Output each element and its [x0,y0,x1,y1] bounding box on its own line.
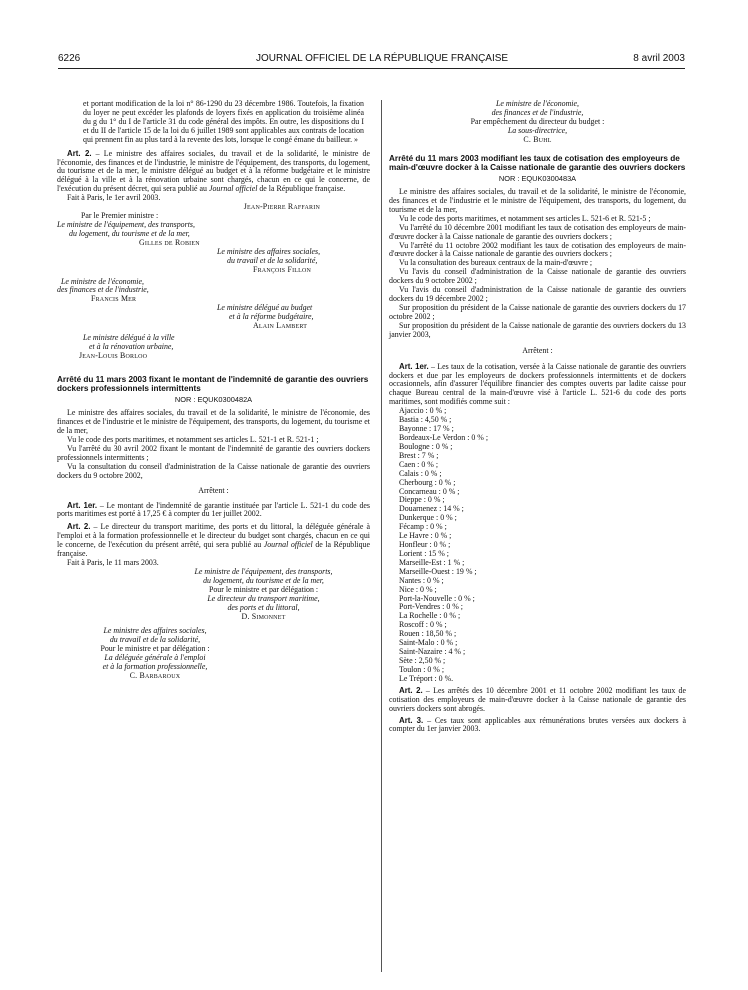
signatory-name: C. Buhl [523,134,552,144]
issue-date: 8 avril 2003 [633,53,685,64]
visa: Le ministre des affaires sociales, du travail et de la solidarité, le ministre de l'économie, des finances et de l'industrie et le ministre de l'équipement, des transports, du logement, du tourisme et de la mer, [57,408,370,436]
visa: Sur proposition du président de la Caisse nationale de garantie des ouvriers dockers du 13 janvier 2003, [389,320,686,339]
list-item: Sète : 2,50 % ; [399,656,446,666]
article-paragraph: Art. 3. – Ces taux sont applicables aux rémunérations brutes versées aux dockers à compter du 1er janvier 2003. [389,715,686,734]
list-item: Cherbourg : 0 % ; [399,477,456,487]
signatory-name: Jean-Louis Borloo [79,350,148,360]
list-item: Bastia : 4,50 % ; [399,415,452,425]
list-item: Rouen : 18,50 % ; [399,629,457,639]
signing-line: Fait à Paris, le 11 mars 2003. [67,558,159,568]
article-label: Art. 2. [399,685,423,695]
list-item: Caen : 0 % ; [399,459,439,469]
article-paragraph: Art. 1er. – Le montant de l'indemnité de garantie instituée par l'article L. 521-1 du code des ports maritimes est porté à 17,25 € à compter du 1er juillet 2002. [57,500,370,519]
page-header [58,53,685,67]
list-item: Le Tréport : 0 %. [399,673,454,683]
signatures-arrete-2: Le ministre des affaires sociales, du travail et de la solidarité, Pour le ministre et par délégation : La déléguée générale à l'emploi et à la formation professionnelle, C. Barbaroux [57,627,253,681]
visa: Vu l'avis du conseil d'administration de la Caisse nationale de garantie des ouvriers dockers du 19 décembre 2002 ; [389,285,686,304]
list-item: Nice : 0 % ; [399,584,437,594]
nor-reference: NOR : EQUK0300483A [498,173,577,183]
list-item: Port-Vendres : 0 % ; [399,602,463,612]
list-item: Brest : 7 % ; [399,450,439,460]
article-label: Art. 2. [67,522,91,532]
list-item: Le Havre : 0 % ; [399,531,452,541]
list-item: Toulon : 0 % ; [399,664,445,674]
list-item: Saint-Malo : 0 % ; [399,638,458,648]
signatory-name: Francis Mer [91,294,137,304]
journal-title: JOURNAL OFFICIEL DE LA RÉPUBLIQUE FRANÇAISE [256,53,509,64]
list-item: Bordeaux-Le Verdon : 0 % ; [399,432,489,442]
header-rule [58,68,685,69]
visa: Vu le code des ports maritimes, et notamment ses articles L. 521-6 et R. 521-5 ; [399,213,651,223]
article-paragraph: Art. 2. – Les arrêtés des 10 décembre 2001 et 11 octobre 2002 modifiant les taux de cotisation des employeurs de main-d'œuvre docker à la Caisse nationale de garantie des ouvriers dockers sont abrogés. [389,685,686,713]
list-item: Lorient : 15 % ; [399,548,449,558]
visa: Vu la consultation des bureaux centraux de la main-d'œuvre ; [399,258,593,268]
visa: Vu l'arrêté du 30 avril 2002 fixant le montant de l'indemnité de garantie des ouvriers dockers professionnels intermittents ; [57,443,370,462]
signatory-name: D. Simonnet [241,611,286,621]
list-item: Bayonne : 17 % ; [399,424,454,434]
visa: Vu l'avis du conseil d'administration de la Caisse nationale de garantie des ouvriers dockers du 9 octobre 2002 ; [389,267,686,286]
article-label: Art. 2. [67,148,92,158]
list-item: Dunkerque : 0 % ; [399,513,457,523]
list-item: Port-la-Nouvelle : 0 % ; [399,593,475,603]
arretent-heading: Arrêtent : [522,345,553,355]
signatory-name: Alain Lambert [253,321,308,331]
page-number: 6226 [58,53,81,64]
article-paragraph: Art. 2. – Le directeur du transport maritime, des ports et du littoral, la déléguée générale à l'emploi et à la formation professionnelle et le directeur du budget sont chargés, chacun en ce qui le concerne, de l'exécution du présent arrêté, qui sera publié au Journal officiel de la République française. [57,522,370,559]
arrete-title: Arrêté du 11 mars 2003 modifiant les taux de cotisation des employeurs de main-d'œuvre docker à la Caisse nationale de garantie des ouvriers dockers [389,153,686,172]
signatory-name: Jean-Pierre Raffarin [243,202,320,212]
list-item: Fécamp : 0 % ; [399,522,447,532]
signatures-continued: Le ministre de l'économie, des finances et de l'industrie, Par empêchement du directeur du budget : La sous-directrice, C. Buhl [389,100,686,145]
list-item: Ajaccio : 0 % ; [399,406,447,416]
article-label: Art. 3. [399,715,424,725]
port-rates-list [399,407,686,684]
signatory-name: François Fillon [253,264,312,274]
list-item: Boulogne : 0 % ; [399,441,453,451]
visa: Vu l'arrêté du 10 décembre 2001 modifiant les taux de cotisation des employeurs de main-d'œuvre docker à la Caisse nationale de garantie des ouvriers dockers ; [389,222,686,241]
quoted-continuation [83,100,364,145]
column-divider [381,100,382,972]
article-label: Art. 1er. [399,361,429,371]
list-item: Calais : 0 % ; [399,468,442,478]
signatory-name: Gilles de Robien [139,237,200,247]
list-item: Honfleur : 0 % ; [399,540,451,550]
list-item: Marseille-Ouest : 19 % ; [399,566,477,576]
signatures-decree: Jean-Pierre Raffarin Par le Premier ministre : Le ministre de l'équipement, des transports, du logement, du tourisme et de la mer, Gilles de Robien Le ministre des affaires sociales, du travail et de la solidarité, François Fillon Le ministre de l'économie, des finances et de l'industrie, Francis Mer Le ministre délégué au budget et à la réforme budgétaire, Alain Lambert Le ministre délégué à la ville et à la rénovation urbaine, Jean-Louis Borloo [57,203,370,361]
list-item: Marseille-Est : 1 % ; [399,557,465,567]
visa: Vu l'arrêté du 11 octobre 2002 modifiant les taux de cotisation des employeurs de main-d'œuvre docker à la Caisse nationale de garantie des ouvriers dockers ; [389,240,686,259]
list-item: Nantes : 0 % ; [399,575,444,585]
visa: Vu le code des ports maritimes, et notamment ses articles L. 521-1 et R. 521-1 ; [67,434,319,444]
signing-line: Fait à Paris, le 1er avril 2003. [67,193,161,203]
list-item: La Rochelle : 0 % ; [399,611,461,621]
visa: Sur proposition du président de la Caisse nationale de garantie des ouvriers dockers du 17 octobre 2002 ; [389,302,686,321]
left-column [57,100,370,681]
list-item: Dieppe : 0 % ; [399,495,445,505]
signatory-name: C. Barbaroux [129,671,181,681]
paragraph: et portant modification de la loi n° 86-1290 du 23 décembre 1986. Toutefois, la fixation du loyer ne peut excéder les plafonds de loyers fixés en application du troisième alinéa du g du 1° du I de l'article 31 du code général des impôts. En outre, les dispositions du I et du II de l'article 15 de la loi du 6 juillet 1989 sont applicables aux contrats de location qui prennent fin au plus tard à la revente des lots, lorsque le congé émane du bailleur. » [83,99,364,144]
arretent-heading: Arrêtent : [198,485,229,495]
list-item: Douarnenez : 14 % ; [399,504,464,514]
article-paragraph: Art. 1er. – Les taux de la cotisation, versée à la Caisse nationale de garantie des ouvriers dockers et due par les employeurs de dockers professionnels intermittents et de dockers occasionnels, afin d'assurer l'équilibre financier des comptes ouverts par ladite caisse pour chaque Bureau central de la main-d'œuvre visé à l'article L. 521-6 du code des ports maritimes, sont modifiés comme suit : [389,361,686,407]
list-item: Concarneau : 0 % ; [399,486,460,496]
arrete-title: Arrêté du 11 mars 2003 fixant le montant de l'indemnité de garantie des ouvriers dockers professionnels intermittents [57,374,369,393]
article-label: Art. 1er. [67,500,98,510]
nor-reference: NOR : EQUK0300482A [174,394,253,404]
list-item: Roscoff : 0 % ; [399,620,447,630]
right-column [389,100,686,734]
visa: Vu la consultation du conseil d'administration de la Caisse nationale de garantie des ouvriers dockers du 9 octobre 2002, [57,461,370,480]
article-paragraph: Art. 2. – Le ministre des affaires sociales, du travail et de la solidarité, le ministre de l'économie, des finances et de l'industrie, le ministre de l'équipement, des transports, du logement, du tourisme et de la mer, le ministre délégué au budget et à la réforme budgétaire et le ministre délégué à la ville et à la rénovation urbaine sont chargés, chacun en ce qui le concerne, de l'exécution du présent décret, qui sera publié au Journal officiel de la République française. [57,148,370,194]
list-item: Saint-Nazaire : 4 % ; [399,647,466,657]
signatures-arrete-1: Le ministre de l'équipement, des transports, du logement, du tourisme et de la mer, Pour le ministre et par délégation : Le directeur du transport maritime, des ports et du littoral, D. Simonnet [57,568,370,622]
visa: Le ministre des affaires sociales, du travail et de la solidarité, le ministre de l'économie, des finances et de l'industrie et le ministre de l'équipement, des transports, du logement, du tourisme et de la mer, [389,187,686,214]
